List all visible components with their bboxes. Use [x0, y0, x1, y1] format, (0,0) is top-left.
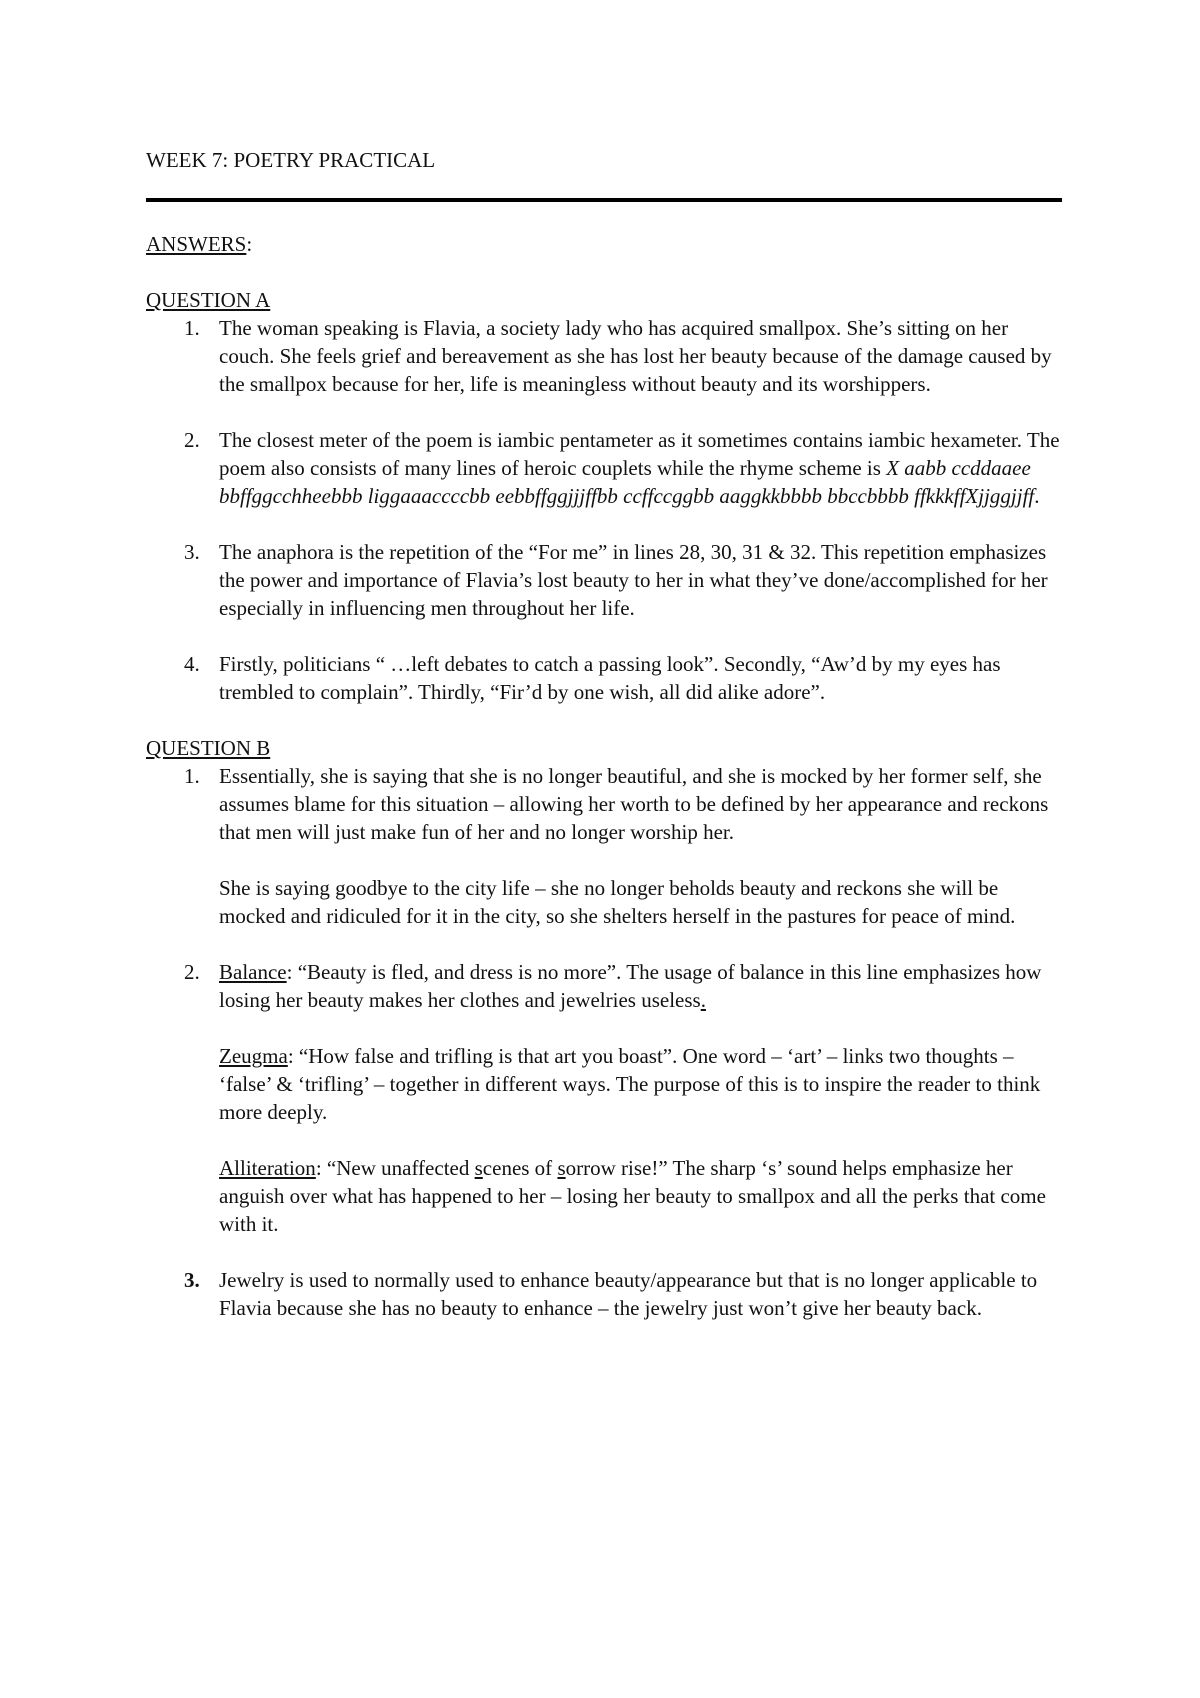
title-divider: [146, 198, 1062, 202]
answers-heading-label: ANSWERS: [146, 232, 247, 256]
answer-text-part: .: [1034, 484, 1040, 508]
zeugma-text: : “How false and trifling is that art you boast”. One word – ‘art’ – links two thoughts – ‘false’ & ‘trifling’ – together in different ways. The purpose of this is to inspire the reader to think more deeply.: [219, 1044, 1041, 1124]
balance-paragraph: [219, 958, 1066, 1014]
list-number: 4.: [184, 652, 200, 676]
balance-end: .: [700, 988, 706, 1012]
alliteration-letter: s: [557, 1156, 566, 1180]
answer-text-part: The closest meter of the poem is iambic pentameter as it sometimes contains iambic hexameter. The poem also consists of many lines of heroic couplets while the rhyme scheme is: [219, 428, 1060, 480]
alliteration-text: orrow rise!” The sharp ‘s’ sound helps emphasize her anguish over what has happened to her – losing her beauty to smallpox and all the perks that come with it.: [219, 1156, 1046, 1236]
question-a-answers: [146, 314, 1066, 706]
question-a-answer-1: [146, 314, 1066, 398]
document-title: WEEK 7: POETRY PRACTICAL: [146, 148, 436, 172]
answers-heading: [146, 230, 1066, 258]
alliteration-text: : “New unaffected: [315, 1156, 475, 1180]
question-a-heading: QUESTION A: [146, 288, 271, 312]
alliteration-paragraph: [219, 1154, 1066, 1238]
question-b-answer-3: [146, 1266, 1066, 1322]
zeugma-term: Zeugma: [219, 1044, 288, 1068]
rhyme-scheme: X aabb ccddaaee bbffggcchheebbb liggaaaccccbb eebbffggjjjffbb ccffccggbb aaggkkbbbb bbccbbbb ffkkkffXjjggjjff: [219, 456, 1035, 508]
list-number: 3.: [184, 1268, 200, 1292]
balance-term: Balance: [219, 960, 287, 984]
question-a-section: [146, 286, 1066, 706]
list-number: 2.: [184, 428, 200, 452]
answer-text: Essentially, she is saying that she is no longer beautiful, and she is mocked by her former self, she assumes blame for this situation – allowing her worth to be defined by her appearance and reckons that men will just make fun of her and no longer worship her.: [219, 764, 1049, 844]
question-a-answer-4: [146, 650, 1066, 706]
document-page: [146, 146, 1066, 1350]
alliteration-letter: s: [474, 1156, 483, 1180]
list-number: 1.: [184, 316, 200, 340]
answer-text: Firstly, politicians “ …left debates to catch a passing look”. Secondly, “Aw’d by my eyes has trembled to complain”. Thirdly, “Fir’d by one wish, all did alike adore”.: [219, 652, 1001, 704]
question-a-answer-3: [146, 538, 1066, 622]
answer-text: She is saying goodbye to the city life – she no longer beholds beauty and reckons she will be mocked and ridiculed for it in the city, so she shelters herself in the pastures for peace of mind.: [219, 876, 1016, 928]
balance-text: : “Beauty is fled, and dress is no more”. The usage of balance in this line emphasizes how losing her beauty makes her clothes and jewelries useless: [219, 960, 1042, 1012]
alliteration-text: cenes of: [482, 1156, 558, 1180]
answer-text: The anaphora is the repetition of the “For me” in lines 28, 30, 31 & 32. This repetition emphasizes the power and importance of Flavia’s lost beauty to her in what they’ve done/accomplished for her especially in influencing men throughout her life.: [219, 540, 1048, 620]
question-b-answer-1: [146, 762, 1066, 930]
answer-text: Jewelry is used to normally used to enhance beauty/appearance but that is no longer applicable to Flavia because she has no beauty to enhance – the jewelry just won’t give her beauty back.: [219, 1268, 1038, 1320]
zeugma-paragraph: [219, 1042, 1066, 1126]
question-a-answer-2: [146, 426, 1066, 510]
question-b-section: [146, 734, 1066, 1322]
question-b-answers: [146, 762, 1066, 1322]
answers-heading-colon: :: [246, 232, 253, 256]
alliteration-term: Alliteration: [219, 1156, 316, 1180]
list-number: 3.: [184, 540, 200, 564]
answer-text: [219, 426, 1066, 510]
question-b-answer-2: [146, 958, 1066, 1238]
list-number: 2.: [184, 960, 200, 984]
answer-text: The woman speaking is Flavia, a society lady who has acquired smallpox. She’s sitting on her couch. She feels grief and bereavement as she has lost her beauty because of the damage caused by the smallpox because for her, life is meaningless without beauty and its worshippers.: [219, 316, 1052, 396]
question-b-heading: QUESTION B: [146, 736, 271, 760]
list-number: 1.: [184, 764, 200, 788]
